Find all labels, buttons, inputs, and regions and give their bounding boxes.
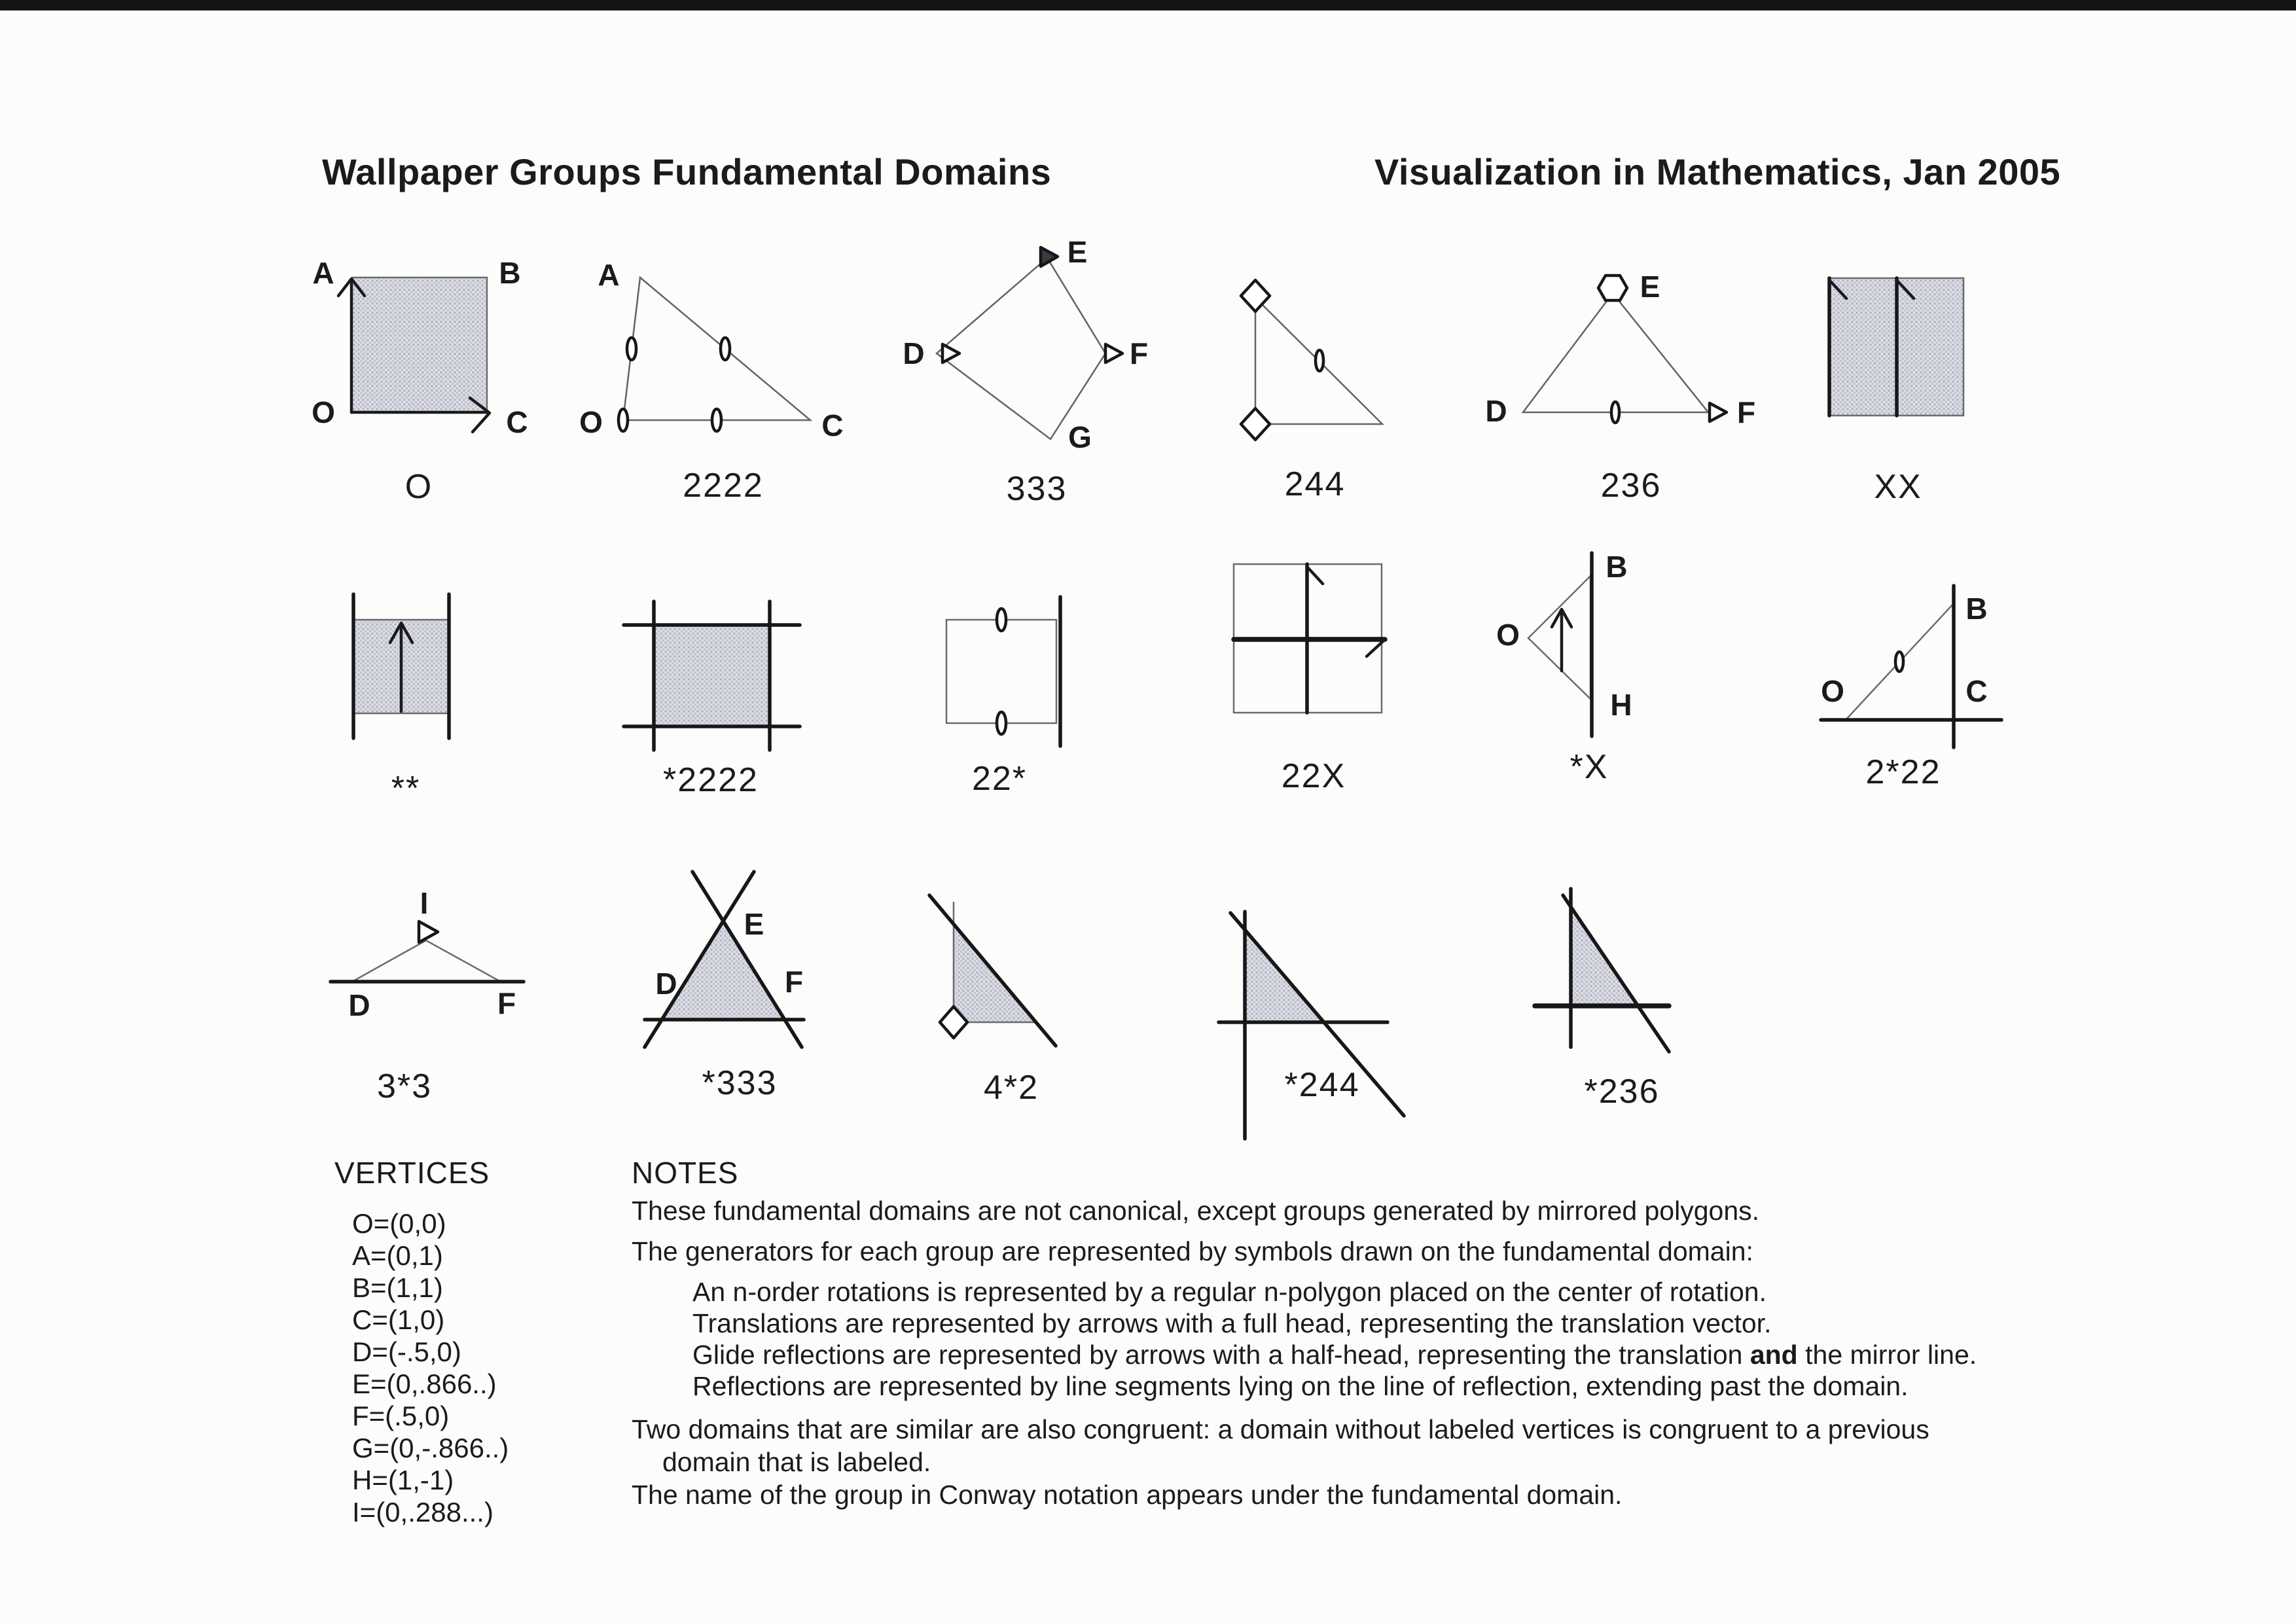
group-caption: 2222 — [683, 467, 764, 505]
vertex-entry: F=(.5,0) — [352, 1400, 450, 1431]
group-caption: *236 — [1584, 1073, 1660, 1111]
diagram-group-o — [312, 256, 528, 506]
notes-line: Two domains that are similar are also congruent: a domain without labeled vertices is congruent to a previous — [632, 1414, 1929, 1444]
vertex-entry: E=(0,.866..) — [352, 1368, 497, 1399]
rotation-3-icon — [1041, 247, 1058, 266]
vertex-label: D — [903, 336, 925, 370]
vertex-label: F — [784, 965, 804, 999]
notes-line: The generators for each group are represented by symbols drawn on the fundamental domain: — [632, 1236, 1753, 1266]
notes-line: These fundamental domains are not canonical, except groups generated by mirrored polygons. — [632, 1196, 1760, 1226]
rotation-2-icon — [997, 712, 1006, 734]
vertex-label: O — [579, 405, 603, 439]
diagram-group-236 — [1485, 270, 1755, 505]
page-subtitle: Visualization in Mathematics, Jan 2005 — [1374, 151, 2061, 192]
group-caption: XX — [1874, 468, 1922, 506]
vertex-label: A — [312, 256, 334, 290]
vertex-label: C — [506, 405, 528, 439]
rotation-2-icon — [1611, 402, 1619, 423]
diagram-group-m2222 — [624, 601, 800, 799]
vertex-label: D — [348, 988, 370, 1022]
vertex-label: E — [744, 907, 764, 941]
rotation-6-icon — [1598, 276, 1627, 300]
domain-polygon — [623, 277, 810, 420]
diagram-group-2222 — [579, 258, 844, 505]
diagram-group-333 — [903, 235, 1148, 508]
group-caption: 2*22 — [1865, 753, 1941, 791]
diagram-group-m22 — [946, 597, 1060, 798]
vertex-label: D — [655, 967, 677, 1001]
group-caption: *244 — [1284, 1066, 1360, 1104]
notes-line: domain that is labeled. — [662, 1447, 931, 1477]
translation-arrow-up — [1552, 609, 1571, 671]
vertex-label: E — [1640, 270, 1660, 304]
diagram-group-mm — [353, 594, 449, 808]
rotation-3-icon — [419, 921, 438, 942]
vertex-label: C — [821, 408, 844, 442]
group-caption: 4*2 — [983, 1069, 1039, 1107]
vertex-label: H — [1610, 688, 1632, 722]
rotation-2-icon — [619, 409, 628, 431]
domain-polygon — [937, 258, 1105, 439]
vertices-heading: VERTICES — [334, 1156, 490, 1190]
vertex-label: G — [1068, 420, 1092, 454]
vertex-label: F — [1129, 336, 1149, 370]
domain-polygon — [662, 921, 784, 1019]
rotation-3-icon — [942, 344, 960, 363]
vertex-label: O — [1821, 674, 1844, 708]
glide-arrow — [1234, 639, 1385, 656]
vertex-entry: B=(1,1) — [352, 1272, 443, 1303]
notes-line: The name of the group in Conway notation appears under the fundamental domain. — [632, 1480, 1623, 1510]
vertices-section — [334, 1156, 509, 1527]
group-caption: *333 — [702, 1064, 778, 1102]
vertex-label: O — [312, 395, 335, 429]
rotation-3-icon — [1105, 344, 1122, 363]
vertex-entry: G=(0,-.866..) — [352, 1433, 509, 1463]
vertex-label: I — [420, 886, 429, 920]
vertex-entry: A=(0,1) — [352, 1240, 443, 1271]
vertex-entry: D=(-.5,0) — [352, 1336, 461, 1367]
domain-polygon — [946, 620, 1056, 723]
diagram-group-2s22 — [1821, 586, 2001, 791]
diagram-group-244 — [1241, 280, 1382, 503]
domain-polygon — [1528, 576, 1590, 699]
diagram-group-m244 — [1219, 912, 1404, 1139]
vertex-label: O — [1496, 618, 1520, 652]
group-caption: O — [404, 468, 433, 506]
rotation-2-icon — [1316, 350, 1323, 371]
notes-line: Reflections are represented by line segments lying on the line of reflection, extending past the domain. — [692, 1371, 1909, 1401]
diagram-group-mx — [1496, 550, 1632, 786]
diagram-group-m236 — [1535, 889, 1669, 1111]
group-caption: 3*3 — [376, 1067, 433, 1105]
domain-polygon — [352, 940, 501, 982]
diagram-group-m333 — [645, 872, 804, 1102]
diagram-group-4s2 — [929, 895, 1056, 1107]
diagram-group-xx — [1829, 278, 1964, 506]
group-caption: *2222 — [663, 761, 759, 799]
vertex-entry: C=(1,0) — [352, 1304, 445, 1335]
rotation-2-icon — [627, 338, 636, 360]
vertex-label: C — [1965, 674, 1988, 708]
group-caption: 22X — [1281, 757, 1346, 795]
vertex-label: B — [499, 256, 521, 290]
notes-line: Translations are represented by arrows with a full head, representing the translation vector. — [692, 1308, 1772, 1338]
notes-heading: NOTES — [632, 1156, 739, 1190]
vertex-label: E — [1067, 235, 1088, 269]
vertex-entry: O=(0,0) — [352, 1208, 446, 1239]
notes-line: An n-order rotations is represented by a regular n-polygon placed on the center of rotation. — [692, 1277, 1767, 1307]
diagram-group-22x — [1234, 564, 1385, 795]
group-caption: 333 — [1006, 470, 1067, 508]
vertex-label: B — [1965, 592, 1988, 626]
vertex-label: B — [1605, 550, 1628, 584]
rotation-4-icon — [1241, 408, 1270, 440]
group-caption: 236 — [1600, 467, 1662, 505]
domain-polygon — [654, 625, 770, 726]
rotation-2-icon — [721, 338, 730, 360]
notes-line: Glide reflections are represented by arrows with a half-head, representing the translation and the mirror line. — [692, 1340, 1977, 1370]
domain-polygon — [1523, 293, 1708, 412]
group-caption: ** — [391, 770, 421, 808]
vertex-label: A — [598, 258, 620, 292]
vertex-label: F — [497, 986, 516, 1020]
vertex-label: F — [1736, 395, 1756, 429]
scan-top-bar — [0, 0, 2296, 10]
vertex-entry: H=(1,-1) — [352, 1465, 454, 1495]
rotation-2-icon — [997, 609, 1006, 631]
notes-section — [632, 1156, 1977, 1510]
rotation-2-icon — [712, 409, 721, 431]
diagram-group-3s3 — [331, 886, 524, 1105]
group-caption: 244 — [1284, 465, 1346, 503]
vertex-entry: I=(0,.288...) — [352, 1497, 493, 1527]
page-title: Wallpaper Groups Fundamental Domains — [322, 151, 1052, 192]
group-caption: *X — [1570, 748, 1609, 786]
rotation-2-icon — [1895, 652, 1903, 671]
group-caption: 22* — [971, 760, 1028, 798]
rotation-3-icon — [1710, 403, 1727, 421]
domain-polygon — [351, 277, 487, 412]
vertex-label: D — [1485, 394, 1507, 428]
